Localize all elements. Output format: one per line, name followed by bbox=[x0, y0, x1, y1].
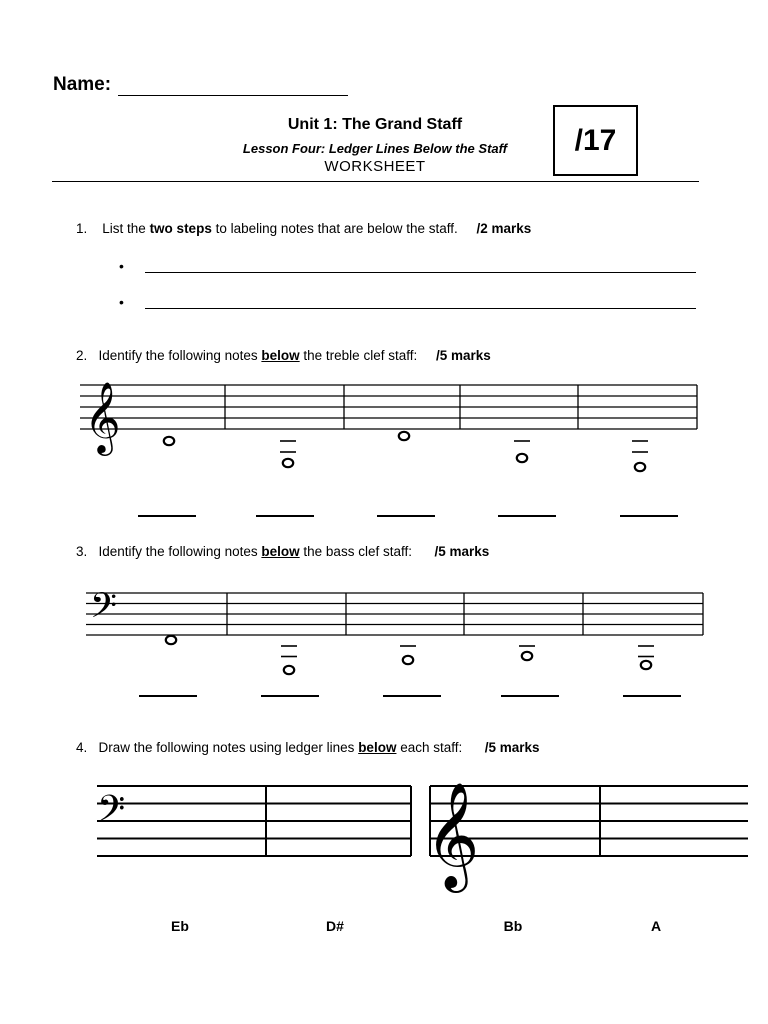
note-name-label: A bbox=[650, 918, 662, 934]
question-text: to labeling notes that are below the staff. bbox=[211, 221, 458, 236]
treble-clef-icon: 𝄞 bbox=[84, 380, 121, 453]
question-number: 2. bbox=[76, 348, 88, 363]
bullet: • bbox=[119, 258, 124, 274]
marks-label: /5 marks bbox=[434, 544, 490, 559]
treble-clef-icon: 𝄞 bbox=[425, 781, 480, 888]
note-name-label: D# bbox=[326, 918, 344, 934]
question-text: each staff: bbox=[396, 740, 463, 755]
bass-clef-icon: 𝄢 bbox=[97, 788, 126, 839]
question-emphasis: below bbox=[358, 740, 397, 755]
question-text: List the bbox=[102, 221, 150, 236]
bullet: • bbox=[119, 294, 124, 310]
question-emphasis: two steps bbox=[149, 221, 212, 236]
question-text: the bass clef staff: bbox=[299, 544, 412, 559]
question-number: 1. bbox=[76, 221, 88, 236]
score-box: /17 bbox=[553, 105, 638, 176]
note-name-label: Bb bbox=[503, 918, 523, 934]
lesson-title: Lesson Four: Ledger Lines Below the Staff bbox=[242, 141, 508, 156]
note-name-label: Eb bbox=[171, 918, 189, 934]
question-number: 4. bbox=[76, 740, 88, 755]
marks-label: /5 marks bbox=[436, 348, 491, 363]
question-text: the treble clef staff: bbox=[299, 348, 418, 363]
marks-label: /2 marks bbox=[476, 221, 532, 236]
bass-clef-icon: 𝄢 bbox=[90, 585, 118, 634]
marks-label: /5 marks bbox=[484, 740, 540, 755]
question-text: Identify the following notes bbox=[98, 544, 262, 559]
question-text: Identify the following notes bbox=[98, 348, 262, 363]
question-emphasis: below bbox=[261, 544, 300, 559]
question-emphasis: below bbox=[261, 348, 300, 363]
question-text: Draw the following notes using ledger lines bbox=[98, 740, 359, 755]
question-number: 3. bbox=[76, 544, 88, 559]
worksheet-label: WORKSHEET bbox=[324, 158, 426, 175]
unit-title: Unit 1: The Grand Staff bbox=[287, 116, 463, 133]
name-label: Name: bbox=[53, 74, 112, 95]
